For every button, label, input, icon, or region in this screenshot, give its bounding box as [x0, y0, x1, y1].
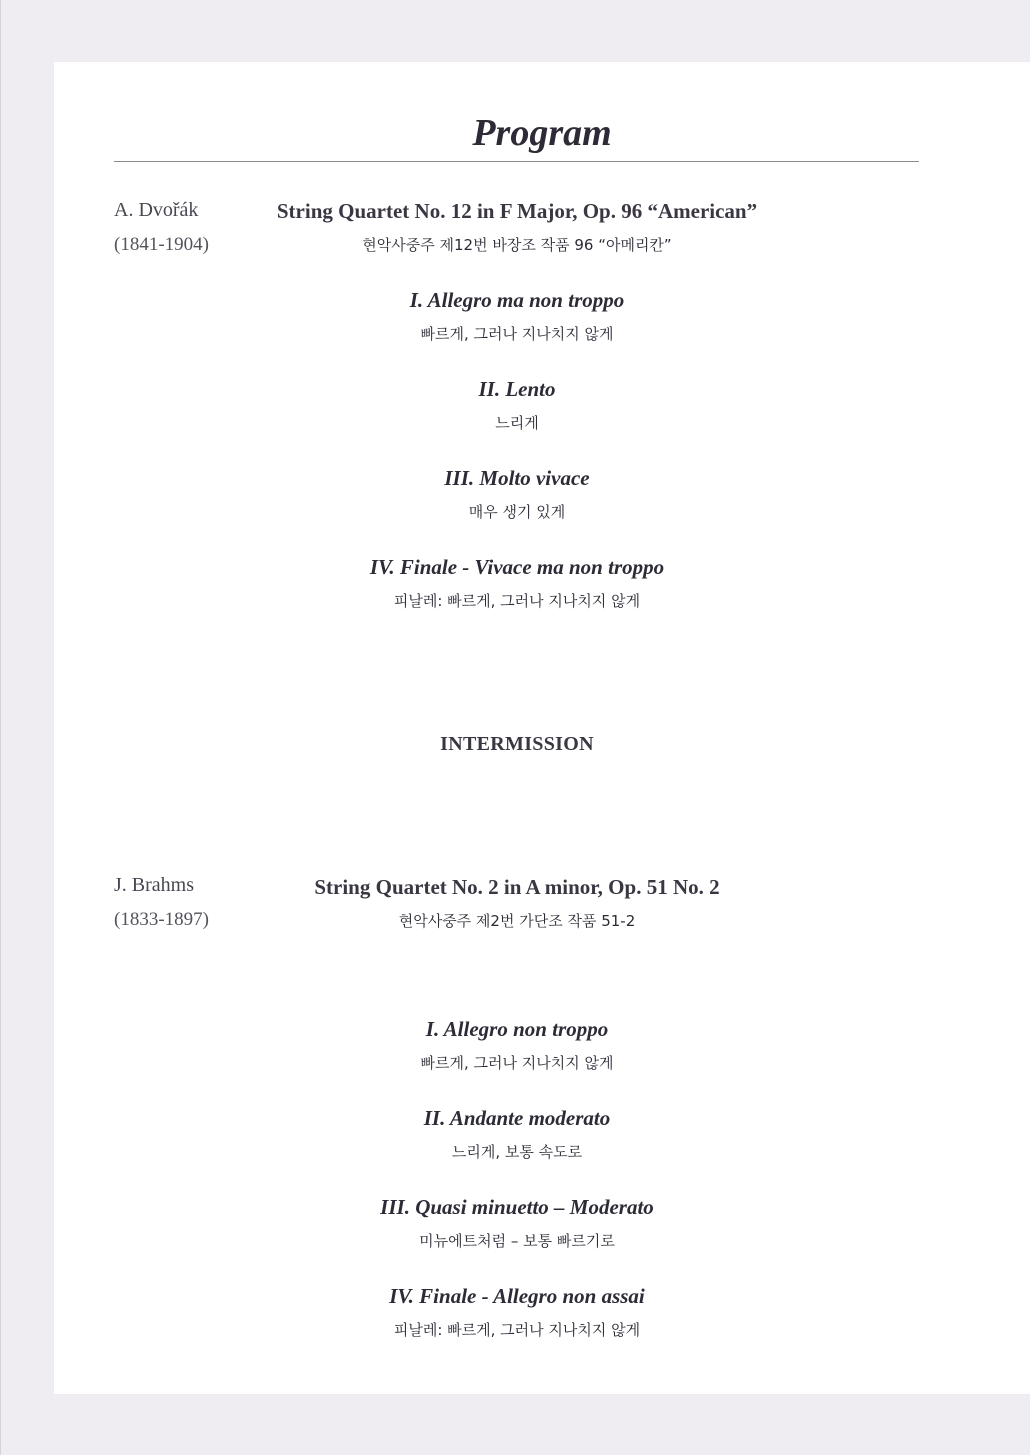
movement-korean: 빠르게, 그러나 지나치지 않게 [420, 1054, 614, 1072]
work-title-brahms: String Quartet No. 2 in A minor, Op. 51 No. 2 [314, 875, 720, 899]
movement-korean: 빠르게, 그러나 지나치지 않게 [420, 325, 614, 343]
window-edge [0, 0, 1, 1455]
movement-title: IV. Finale - Allegro non assai [389, 1284, 645, 1308]
composer-dvorak: A. Dvořák [114, 199, 199, 221]
program-page [54, 62, 1030, 1394]
movement-korean: 느리게 [495, 414, 539, 432]
composer-brahms: J. Brahms [114, 874, 194, 896]
movement-title: I. Allegro non troppo [425, 1017, 609, 1041]
movement-korean: 피날레: 빠르게, 그러나 지나치지 않게 [393, 592, 641, 610]
page-title: Program [472, 112, 612, 154]
movement-title: II. Andante moderato [423, 1106, 611, 1130]
work-title-dvorak-korean: 현악사중주 제12번 바장조 작품 96 “아메리칸” [362, 236, 672, 254]
composer-dvorak-years: (1841-1904) [114, 234, 209, 255]
intermission-label: INTERMISSION [440, 733, 594, 755]
title-divider [114, 161, 919, 162]
movement-title: III. Molto vivace [444, 466, 590, 490]
movement-title: III. Quasi minuetto – Moderato [380, 1195, 654, 1219]
movement-title: I. Allegro ma non troppo [409, 288, 625, 312]
movement-korean: 미뉴에트처럼 – 보통 빠르기로 [419, 1232, 615, 1250]
work-title-dvorak: String Quartet No. 12 in F Major, Op. 96 “American” [276, 199, 758, 223]
movement-korean: 피날레: 빠르게, 그러나 지나치지 않게 [393, 1321, 641, 1339]
movement-title: IV. Finale - Vivace ma non troppo [369, 555, 665, 579]
movement-korean: 느리게, 보통 속도로 [451, 1143, 583, 1161]
work-title-brahms-korean: 현악사중주 제2번 가단조 작품 51-2 [398, 912, 636, 930]
movement-title: II. Lento [478, 377, 556, 401]
composer-brahms-years: (1833-1897) [114, 909, 209, 930]
movement-korean: 매우 생기 있게 [468, 503, 566, 521]
